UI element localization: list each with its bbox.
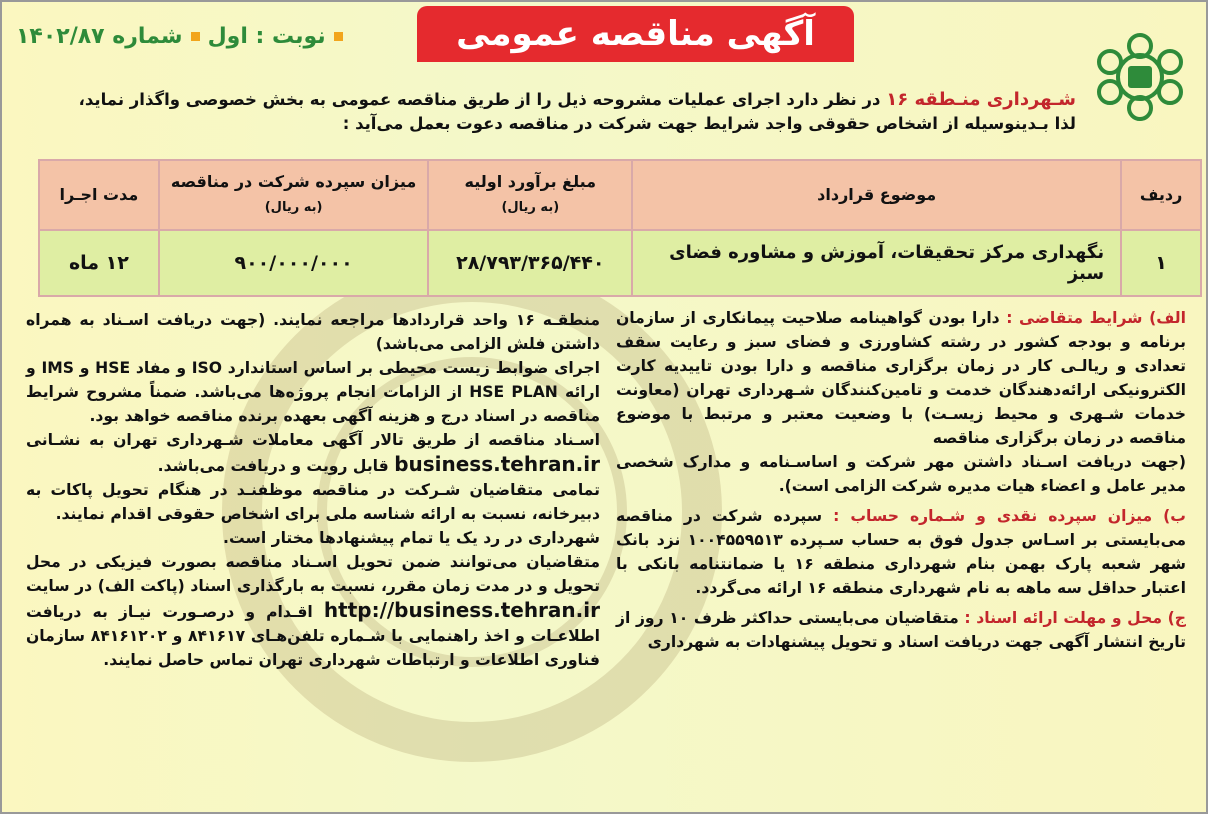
tender-portal-link[interactable]: business.tehran.ir (394, 452, 600, 476)
cell-subject: نگهداری مرکز تحقیقات، آموزش و مشاوره فضای سبز (632, 230, 1121, 296)
upload-site-link[interactable]: http://business.tehran.ir (323, 598, 600, 622)
paragraph-3-text: اسـناد مناقصه از طریق تالار آگهی معاملات شـهرداری تهران به نشـانی (26, 431, 600, 449)
section-b-text: سپرده شرکت در مناقصه می‌بایستی بر اسـاس جدول فوق به حساب سـپرده ۱۰۰۴۵۵۹۵۱۳ نزد بانک شهر شعبه پارک بهمن بنام شهرداری منطقه ۱۶ یا ضمانتنامه بانکی با اعتبار حداقل سه ماهه به نام شهرداری منطقه ۱۶ ارائه می‌گردد. (616, 507, 1186, 597)
section-b (616, 504, 1186, 600)
paragraph-3 (26, 428, 600, 478)
paragraph-5: شهرداری در رد یک یا تمام پیشنهادها مختار است. (223, 529, 600, 547)
header-estimate (428, 160, 632, 230)
header-deposit (159, 160, 429, 230)
turn-label: نوبت : اول (207, 24, 326, 49)
table-header-row (39, 160, 1201, 230)
cell-estimate: ۲۸/۷۹۳/۳۶۵/۴۴۰ (428, 230, 632, 296)
cell-deposit: ۹۰۰/۰۰۰/۰۰۰ (159, 230, 429, 296)
notice-number: شماره ۱۴۰۲/۸۷ (16, 24, 183, 49)
title-banner (417, 6, 854, 62)
section-a-note: (جهت دریافت اسـناد داشتن مهر شرکت و اساسـنامه و مدارک شخصی مدیر عامل و اعضاء هیات مدیره شرکت الزامی است). (616, 453, 1186, 495)
section-b-title: ب) میزان سپرده نقدی و شـماره حساب : (833, 507, 1186, 525)
paragraph-6-tail: اقـدام و درصـورت نیـاز به دریافت اطلاعـات و اخذ راهنمایی با شـماره تلفن‌هـای ۸۴۱۶۱۷ و ۸۴۱۶۱۲۰۲ سازمان فناوری اطلاعات و ارتباطات شهرداری تهران تماس حاصل نمایند. (26, 603, 600, 669)
header-subject: موضوع قرارداد (632, 160, 1121, 230)
header-deposit-label: میزان سپرده شرکت در مناقصه (170, 172, 417, 191)
section-c-title: ج) محل و مهلت ارائه اسناد : (964, 609, 1186, 627)
edition-info (16, 24, 406, 49)
page-title: آگهی مناقصه عمومی (456, 14, 815, 54)
paragraph-1: منطقـه ۱۶ واحد قراردادها مراجعه نمایند. (جهت دریافت اسـناد به همراه داشتن فلش الزامی می‌باشد) (26, 311, 600, 353)
header-estimate-label: مبلغ برآورد اولیه (464, 172, 597, 191)
table-row (39, 230, 1201, 296)
paragraph-3-tail: قابل رویت و دریافت می‌باشد. (157, 457, 389, 475)
tender-table (38, 159, 1202, 297)
bullet-square-icon (191, 32, 200, 41)
header-row-number: ردیف (1121, 160, 1201, 230)
section-a-text: دارا بودن گواهینامه صلاحیت پیمانکاری از سازمان برنامه و بودجه کشور در رشته کشاورزی و فضای سبز و رعایت سقف تعدادی و ریالـی کار در زمان برگزاری مناقصه و دارا بودن تاییدیه کارت الکترونیکی ارائه‌دهندگان خدمت و تامین‌کنندگان شـهرداری تهران (معاونت خدمات شـهری و محیط زیسـت) با وضعیت معتبر و مرتبط با موضوع مناقصه در زمان برگزاری مناقصه (616, 309, 1186, 447)
section-c-text: متقاضیان می‌بایستی حداکثر ظرف ۱۰ روز از تاریخ انتشار آگهی جهت دریافت اسناد و تحویل پیشنهادات به شهرداری (616, 609, 1186, 651)
paragraph-4: تمامی متقاضیان شـرکت در مناقصه موظفنـد در هنگام تحویل پاکات به دبیرخانه، نسبت به ارائه شناسه ملی برای اشخاص حقوقی اقدام نمایند. (26, 481, 600, 523)
paragraph-6-text: متقاضیان می‌توانند ضمن تحویل اسـناد مناقصه بصورت فیزیکی در محل تحویل و در مدت زمان مقرر، نسبت به بارگذاری اسناد (پاکت الف) در سایت (26, 553, 600, 595)
section-a (616, 306, 1186, 450)
details-column (26, 308, 600, 672)
conditions-column (616, 306, 1186, 654)
intro-line-2: لذا بـدینوسیله از اشخاص حقوقی واجد شرایط جهت شرکت در مناقصه دعوت بعمل می‌آید : (342, 114, 1076, 133)
bullet-square-icon (334, 32, 343, 41)
intro-line-1: در نظر دارد اجرای عملیات مشروحه ذیل را از طریق مناقصه عمومی به بخش خصوصی واگذار نماید، (78, 90, 881, 109)
header-deposit-unit: (به ریال) (264, 200, 323, 215)
cell-duration: ۱۲ ماه (39, 230, 159, 296)
organization-name: شـهرداری منـطقه ۱۶ (886, 89, 1076, 110)
header-duration: مدت اجـرا (39, 160, 159, 230)
paragraph-6 (26, 550, 600, 672)
cell-row-number: ۱ (1121, 230, 1201, 296)
section-c (616, 606, 1186, 654)
header-estimate-unit: (به ریال) (501, 200, 560, 215)
municipality-logo-icon (1084, 32, 1196, 122)
paragraph-2: اجرای ضوابط زیست محیطی بر اساس استاندارد ISO و مفاد HSE و IMS و ارائه HSE PLAN از الزامات انجام پروژه‌ها می‌باشد. ضمناً مشروح شرایط مناقصه در اسناد درج و هزینه آگهی بعهده برنده مناقصه خواهد بود. (26, 359, 600, 425)
intro-text (16, 88, 1076, 136)
section-a-title: الف) شرایط متقاضی : (1006, 309, 1186, 327)
